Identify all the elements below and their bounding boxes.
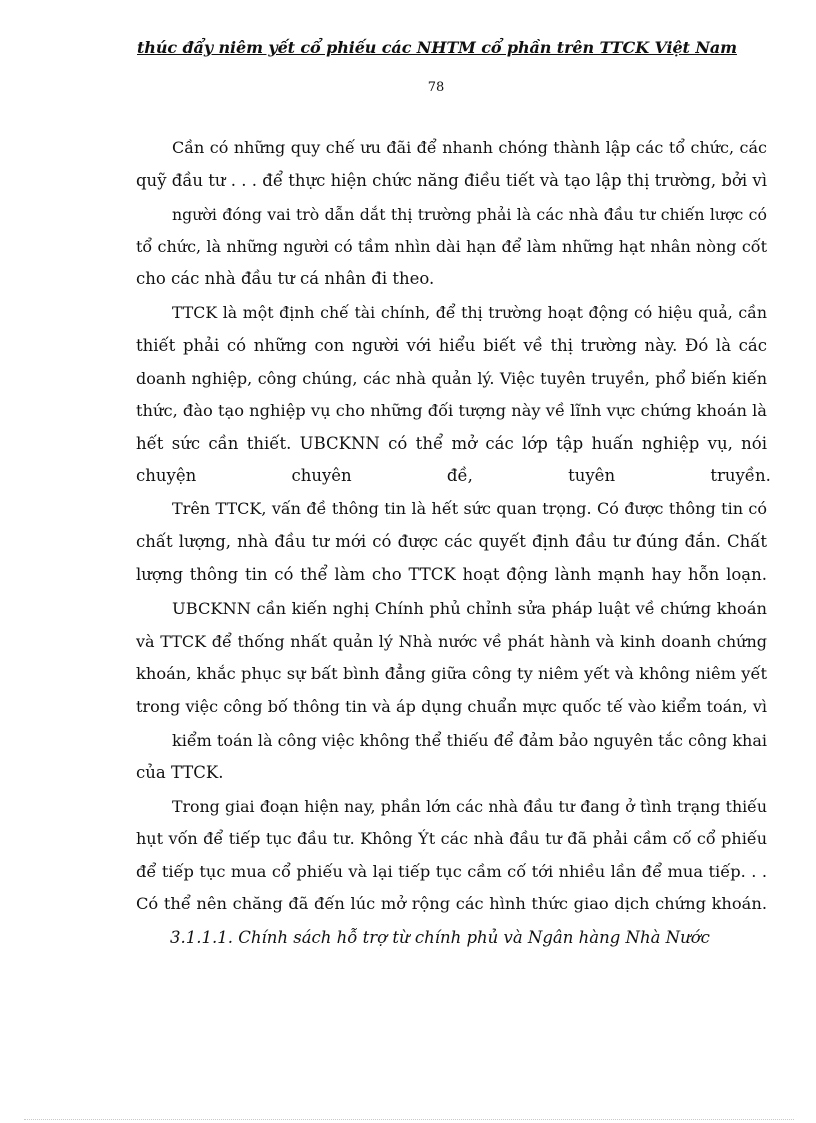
body-line: quỹ đầu tư . . . để thực hiện chức năng điều tiết và tạo lập thị trường, bởi vì [136,171,767,190]
body-line: chất lượng, nhà đầu tư mới có được các quyết định đầu tư đúng đắn. Chất [136,532,767,551]
body-line: Trong giai đoạn hiện nay, phần lớn các nhà đầu tư đang ở tình trạng thiếu [172,797,767,816]
body-line: thức, đào tạo nghiệp vụ cho những đối tượng này về lĩnh vực chứng khoán là [136,401,767,420]
body-line: để tiếp tục mua cổ phiếu và lại tiếp tục cầm cố tới nhiều lần để mua tiếp. . . [136,862,767,881]
body-line: hụt vốn để tiếp tục đầu tư. Không Ýt các nhà đầu tư đã phải cầm cố cổ phiếu [136,829,767,848]
body-line: tổ chức, là những người có tầm nhìn dài hạn để làm những hạt nhân nòng cốt [136,237,767,256]
body-line: lượng thông tin có thể làm cho TTCK hoạt động lành mạnh hay hỗn loạn. [136,565,767,584]
body-line: của TTCK. [136,763,224,782]
body-line: chuyện chuyên đề, tuyên truyền. [136,466,771,485]
body-line: người đóng vai trò dẫn dắt thị trường phải là các nhà đầu tư chiến lược có [172,205,767,224]
footer-divider [24,1119,794,1120]
body-line: hết sức cần thiết. UBCKNN có thể mở các lớp tập huấn nghiệp vụ, nói [136,434,767,453]
body-line: Cần có những quy chế ưu đãi để nhanh chóng thành lập các tổ chức, các [172,138,767,157]
body-line: Trên TTCK, vấn đề thông tin là hết sức quan trọng. Có được thông tin có [172,499,767,518]
body-line: cho các nhà đầu tư cá nhân đi theo. [136,269,435,288]
body-line: thiết phải có những con người với hiểu biết về thị trường này. Đó là các [136,336,767,355]
page-number: 78 [427,80,445,95]
body-line: UBCKNN cần kiến nghị Chính phủ chỉnh sửa pháp luật về chứng khoán [172,599,767,618]
running-header-title: thúc đẩy niêm yết cổ phiếu các NHTM cổ phần trên TTCK Việt Nam [137,38,737,57]
body-line: khoán, khắc phục sự bất bình đẳng giữa công ty niêm yết và không niêm yết [136,664,767,683]
body-line: doanh nghiệp, công chúng, các nhà quản lý. Việc tuyên truyền, phổ biến kiến [136,369,767,388]
body-line: TTCK là một định chế tài chính, để thị trường hoạt động có hiệu quả, cần [172,303,767,322]
body-line: Có thể nên chăng đã đến lúc mở rộng các hình thức giao dịch chứng khoán. [136,894,767,913]
body-line: kiểm toán là công việc không thể thiếu để đảm bảo nguyên tắc công khai [172,731,767,750]
body-line: và TTCK để thống nhất quản lý Nhà nước về phát hành và kinh doanh chứng [136,632,767,651]
body-line: trong việc công bố thông tin và áp dụng chuẩn mực quốc tế vào kiểm toán, vì [136,697,767,716]
section-heading: 3.1.1.1. Chính sách hỗ trợ từ chính phủ và Ngân hàng Nhà Nước [170,928,710,947]
